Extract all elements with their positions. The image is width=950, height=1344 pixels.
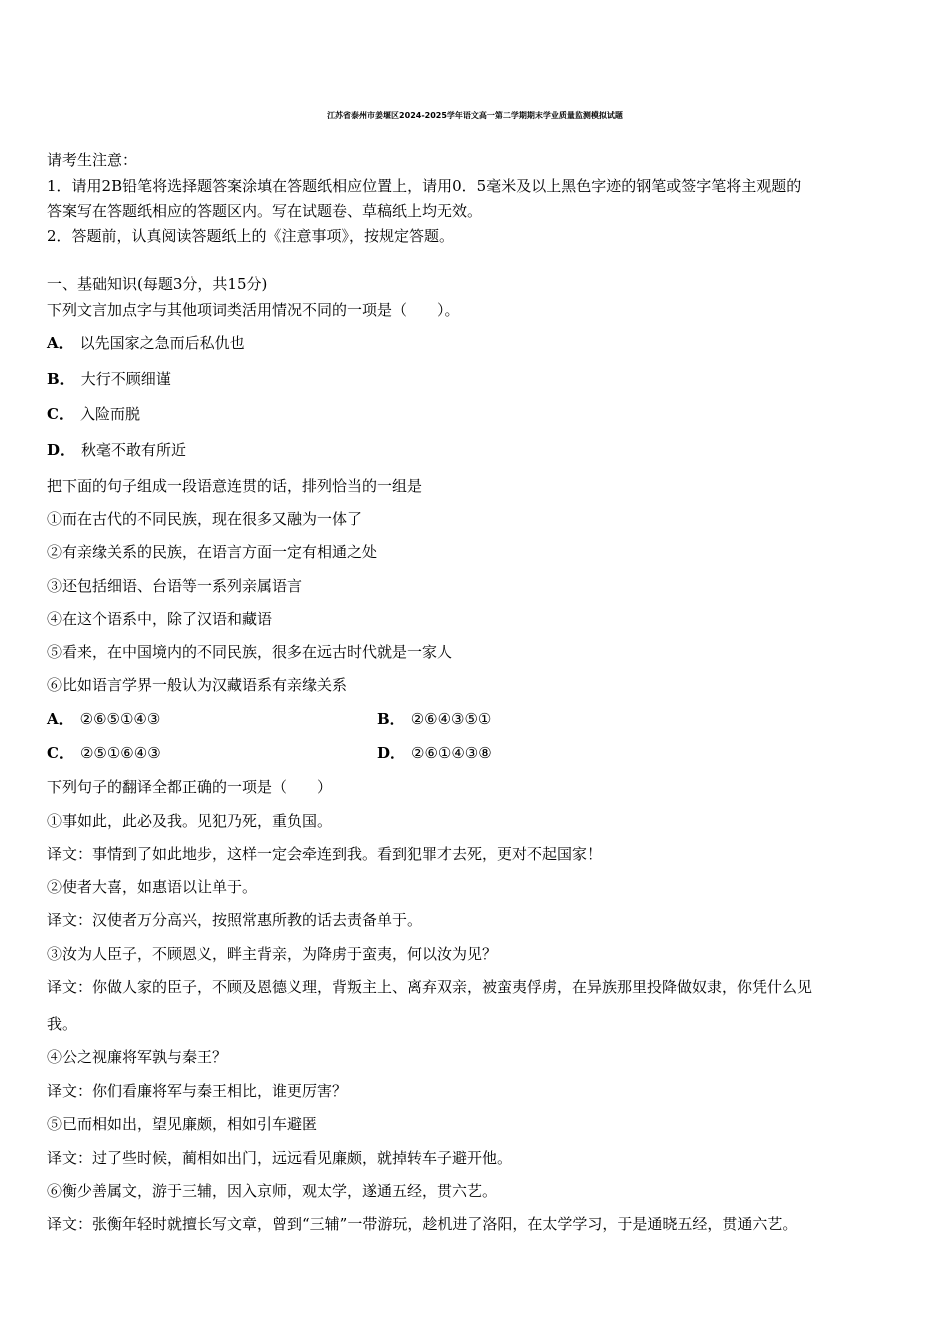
option-text: 入险而脱 xyxy=(79,405,140,423)
text-line: ①事如此，此必及我。见犯乃死，重负国。 xyxy=(47,812,333,830)
text-line: 译文：过了些时候，蔺相如出门，远远看见廉颇，就掉转车子避开他。 xyxy=(47,1149,513,1167)
option-label: D． xyxy=(47,441,76,459)
text-line: ③汝为人臣子，不顾恩义，畔主背亲，为降虏于蛮夷，何以汝为见？ xyxy=(47,945,498,963)
option-text: ②⑥④③⑤① xyxy=(410,710,492,728)
option-text: 秋毫不敢有所近 xyxy=(81,441,187,459)
question-stem: 下列文言加点字与其他项词类活用情况不同的一项是（ ）。 xyxy=(47,301,460,319)
text-line: ④公之视廉将军孰与秦王？ xyxy=(47,1048,228,1066)
question-stem: 把下面的句子组成一段语意连贯的话，排列恰当的一组是 xyxy=(47,477,423,495)
text-line: 译文：汉使者万分高兴，按照常惠所教的话去责备单于。 xyxy=(47,911,423,929)
option-c xyxy=(47,743,161,763)
option-c xyxy=(47,404,140,424)
option-label: A． xyxy=(47,334,74,352)
option-b xyxy=(377,709,491,729)
option-text: ②⑤①⑥④③ xyxy=(79,744,161,762)
option-text: ②⑥①④③⑧ xyxy=(411,744,492,762)
question-stem: 下列句子的翻译全都正确的一项是（ ） xyxy=(47,778,333,796)
notice-heading: 请考生注意： xyxy=(47,151,138,169)
option-text: 大行不顾细谨 xyxy=(80,370,171,388)
text-line: ②使者大喜，如惠语以让单于。 xyxy=(47,878,258,896)
page-title: 江苏省泰州市姜堰区2024-2025学年语文高一第二学期期末学业质量监测模拟试题 xyxy=(327,111,623,120)
sentence: ③还包括细语、台语等一系列亲属语言 xyxy=(47,577,303,595)
sentence: ⑤看来，在中国境内的不同民族，很多在远古时代就是一家人 xyxy=(47,643,453,661)
option-label: A． xyxy=(47,710,74,728)
option-label: B． xyxy=(47,370,75,388)
section-heading: 一、基础知识(每题3分，共15分) xyxy=(47,275,268,293)
notice-item: 答案写在答题纸相应的答题区内。写在试题卷、草稿纸上均无效。 xyxy=(47,202,483,220)
option-a xyxy=(47,709,160,729)
text-line: ⑥衡少善属文，游于三辅，因入京师，观太学，遂通五经，贯六艺。 xyxy=(47,1182,498,1200)
option-label: D． xyxy=(377,744,406,762)
text-line: 译文：你做人家的臣子，不顾及恩德义理，背叛主上、离弃双亲，被蛮夷俘虏，在异族那里投降做奴隶，你凭什么见 xyxy=(47,978,813,996)
option-b xyxy=(47,369,171,389)
option-label: C． xyxy=(47,405,74,423)
text-line: 我。 xyxy=(47,1015,78,1033)
sentence: ①而在古代的不同民族，现在很多又融为一体了 xyxy=(47,510,363,528)
notice-item: 1．请用2B铅笔将选择题答案涂填在答题纸相应位置上，请用0．5毫米及以上黑色字迹的钢笔或签字笔将主观题的 xyxy=(47,177,802,195)
sentence: ⑥比如语言学界一般认为汉藏语系有亲缘关系 xyxy=(47,676,348,694)
sentence: ④在这个语系中，除了汉语和藏语 xyxy=(47,610,273,628)
text-line: 译文：张衡年轻时就擅长写文章，曾到“三辅”一带游玩，趁机进了洛阳，在太学学习，于是通晓五经，贯通六艺。 xyxy=(47,1215,798,1233)
sentence: ②有亲缘关系的民族，在语言方面一定有相通之处 xyxy=(47,543,378,561)
option-text: ②⑥⑤①④③ xyxy=(79,710,161,728)
option-label: B． xyxy=(377,710,405,728)
option-d xyxy=(377,743,492,763)
notice-item: 2．答题前，认真阅读答题纸上的《注意事项》，按规定答题。 xyxy=(47,227,455,245)
option-d xyxy=(47,440,186,460)
text-line: 译文：事情到了如此地步，这样一定会牵连到我。看到犯罪才去死，更对不起国家！ xyxy=(47,845,603,863)
option-text: 以先国家之急而后私仇也 xyxy=(79,334,245,352)
text-line: 译文：你们看廉将军与秦王相比，谁更厉害？ xyxy=(47,1082,348,1100)
text-line: ⑤已而相如出，望见廉颇，相如引车避匿 xyxy=(47,1115,318,1133)
option-a xyxy=(47,333,245,353)
option-label: C． xyxy=(47,744,74,762)
